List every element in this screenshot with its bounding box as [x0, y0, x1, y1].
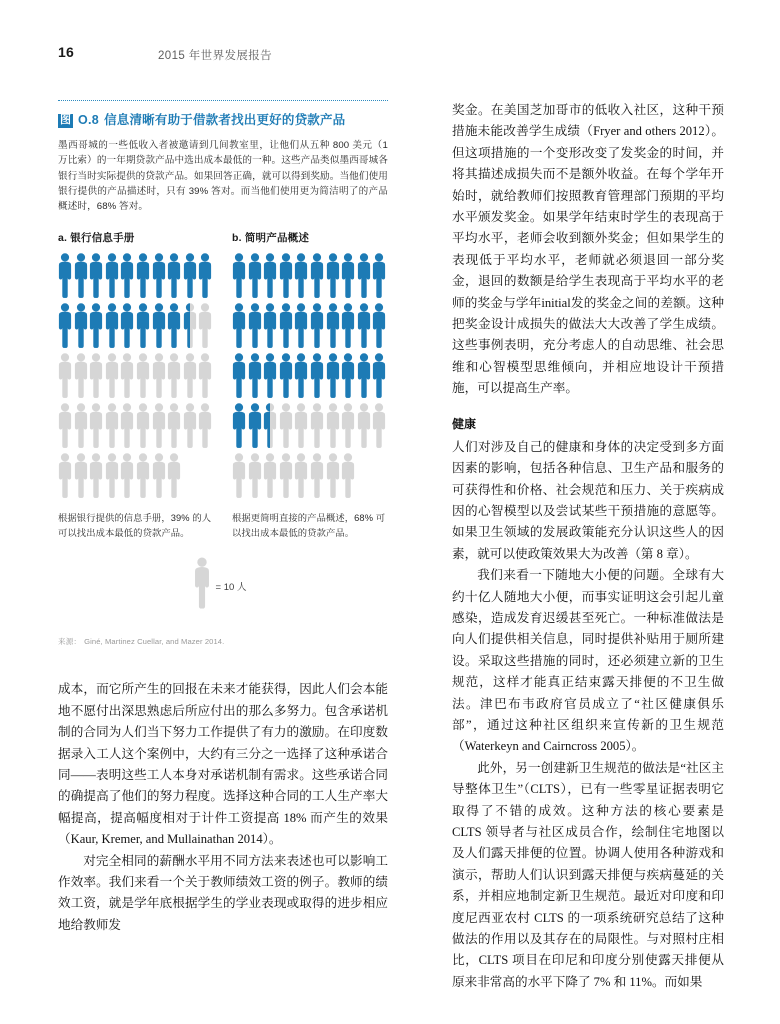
person-icon	[198, 302, 214, 352]
person-icon	[74, 252, 90, 302]
person-icon	[152, 302, 168, 352]
person-icon	[183, 252, 199, 302]
person-icon	[198, 252, 214, 302]
person-icon	[89, 252, 105, 302]
person-icon	[120, 352, 136, 402]
person-icon	[167, 352, 183, 402]
person-icon	[105, 252, 121, 302]
person-icon	[310, 352, 326, 402]
person-icon	[232, 402, 248, 452]
paragraph: 成本，而它所产生的回报在未来才能获得，因此人们会本能地不愿付出深思熟虑后所应付出的那么多努力。包含承诺机制的合同为人们当下努力工作提供了有力的激励。在印度数据录入工人这个案例中，大约有三分之一选择了这种承诺合同——表明这些工人本身对承诺机制有需求。这些承诺合同的确提高了他们的努力程度。选择这种合同的工人生产率大幅提高，提高幅度相对于计件工资提高 18% 而产生的效果（Kaur, Kremer, and Mullainathan 2014）。	[58, 682, 388, 847]
person-icon	[372, 352, 388, 402]
person-icon	[89, 452, 105, 502]
person-icon	[279, 402, 295, 452]
person-icon	[89, 302, 105, 352]
panel-a-title	[58, 230, 214, 245]
figure-panels	[58, 230, 388, 540]
person-icon	[326, 302, 342, 352]
person-icon	[198, 352, 214, 402]
source-text: Giné, Martinez Cuellar, and Mazer 2014.	[84, 637, 225, 647]
person-icon	[152, 452, 168, 502]
person-icon	[326, 452, 342, 502]
person-icon	[58, 452, 74, 502]
person-icon	[58, 302, 74, 352]
person-icon	[194, 556, 210, 616]
person-icon	[294, 452, 310, 502]
person-icon	[248, 452, 264, 502]
person-icon	[310, 452, 326, 502]
person-icon	[326, 352, 342, 402]
person-icon	[248, 352, 264, 402]
person-icon	[105, 352, 121, 402]
right-body-text	[452, 100, 724, 993]
person-icon	[263, 452, 279, 502]
person-icon	[136, 452, 152, 502]
person-icon	[89, 402, 105, 452]
person-icon	[279, 252, 295, 302]
person-icon	[120, 452, 136, 502]
paragraph: 此外，另一创建新卫生规范的做法是“社区主导整体卫生”（CLTS），已有一些零星证据表明它取得了不错的成效。这种方法的核心要素是 CLTS 领导者与社区成员合作，绘制住宅地图以及人们露天排便的位置。协调人使用各种游戏和演示，帮助人们认识到露天排便与疾病蔓延的关系，并相应地制定新卫生规范。最近对印度和印度尼西亚农村 CLTS 的一项系统研究总结了这种做法的作用以及其存在的局限性。与对照村庄相比，CLTS 项目在印尼和印度分别使露天排便从原来非常高的水平下降了 7% 和 11%。而如果	[452, 760, 724, 989]
person-icon	[310, 402, 326, 452]
figure-legend	[52, 556, 388, 616]
person-icon	[136, 402, 152, 452]
person-icon	[105, 402, 121, 452]
panel-b-title	[232, 230, 388, 245]
person-icon	[198, 402, 214, 452]
person-icon	[294, 302, 310, 352]
person-icon	[167, 302, 183, 352]
right-column	[452, 100, 724, 993]
person-icon	[136, 352, 152, 402]
person-icon	[263, 302, 279, 352]
person-icon	[152, 402, 168, 452]
person-icon	[248, 252, 264, 302]
person-icon	[357, 252, 373, 302]
person-icon	[326, 402, 342, 452]
paragraph: 我们来看一下随地大小便的问题。全球有大约十亿人随地大小便，而事实证明这会引起儿童感染，造成发育迟缓甚至死亡。一种标准做法是向人们提供相关信息，同时提供补贴用于厕所建设。采取这些措施的同时，还必须建立新的卫生规范，这样才能真正结束露天排便的不卫生做法。津巴布韦政府官员成立了“社区健康俱乐部”，通过这种社区组织来宣传新的卫生规范（Waterkeyn and Cairncross 2005）。	[452, 568, 724, 754]
paragraph: 对完全相同的薪酬水平用不同方法来表述也可以影响工作效率。我们来看一个关于教师绩效工资的例子。教师的绩效工资，就是学年底根据学生的学业表现或取得的进步相应地给教师发	[58, 853, 388, 932]
person-icon	[263, 402, 279, 452]
person-icon	[183, 402, 199, 452]
person-icon	[74, 452, 90, 502]
person-icon	[167, 452, 183, 502]
person-icon	[341, 252, 357, 302]
person-icon	[136, 252, 152, 302]
person-icon	[74, 402, 90, 452]
person-icon	[232, 352, 248, 402]
page-number: 16	[58, 44, 74, 60]
paragraph: 奖金。在美国芝加哥市的低收入社区，这种干预措施未能改善学生成绩（Fryer and others 2012）。但这项措施的一个变形改变了发奖金的时间，并将其描述成损失而不是额外收益。在每个学年开始时，就给教师们按照教育管理部门预期的平均水平颁发奖金。如果学年结束时学生的表现高于平均水平，老师会收到额外奖金；但如果学生的表现低于平均水平，老师就必须退回一部分奖金，退回的数额是给学生表现高于平均水平的老师的奖金与学年initial发的奖金之间的差额。这种把奖金设计成损失的做法大大改善了学生成绩。这些事例表明，充分考虑人的自动思维、社会思维和心智模型思维倾向，并相应地设计干预措施，可以提高生产率。	[452, 103, 724, 396]
left-column	[58, 100, 388, 936]
person-icon	[341, 352, 357, 402]
person-icon	[279, 302, 295, 352]
person-icon	[357, 352, 373, 402]
person-icon	[167, 252, 183, 302]
figure-source	[58, 636, 388, 647]
figure-top-rule	[58, 100, 388, 101]
person-icon	[183, 352, 199, 402]
panel-a-letter: a.	[58, 232, 68, 245]
panel-b-label: 简明产品概述	[244, 232, 310, 245]
person-icon	[232, 302, 248, 352]
person-icon	[279, 352, 295, 402]
page-header	[0, 44, 780, 66]
person-icon	[310, 302, 326, 352]
panel-b	[232, 230, 388, 540]
person-icon	[105, 452, 121, 502]
person-icon	[310, 252, 326, 302]
person-icon	[294, 402, 310, 452]
person-icon	[294, 352, 310, 402]
running-head: 2015 年世界发展报告	[158, 50, 273, 62]
legend-label: = 10 人	[215, 582, 247, 594]
person-icon	[58, 402, 74, 452]
person-icon	[357, 402, 373, 452]
person-icon	[152, 252, 168, 302]
person-icon	[294, 252, 310, 302]
section-heading: 健康	[452, 416, 477, 431]
paragraph: 人们对涉及自己的健康和身体的决定受到多方面因素的影响，包括各种信息、卫生产品和服务的可获得性和价格、社会规范和压力、关于疾病成因的心智模型以及尝试某些干预措施的意愿等。如果卫生领域的发展政策能充分认识这些人的因素，就可以使政策效果大为改善（第 8 章）。	[452, 439, 724, 561]
person-icon	[357, 302, 373, 352]
person-icon	[341, 402, 357, 452]
person-icon	[372, 302, 388, 352]
person-icon	[248, 402, 264, 452]
figure-title	[58, 110, 388, 129]
pictogram-a	[58, 252, 214, 502]
person-icon	[167, 402, 183, 452]
person-icon	[58, 252, 74, 302]
left-body-text	[58, 679, 388, 936]
person-icon	[248, 302, 264, 352]
panel-a-label: 银行信息手册	[70, 232, 135, 245]
panel-b-letter: b.	[232, 232, 242, 245]
person-icon	[279, 452, 295, 502]
person-icon	[74, 352, 90, 402]
person-icon	[74, 302, 90, 352]
figure-number: O.8	[78, 113, 100, 127]
person-icon	[263, 352, 279, 402]
person-icon	[341, 452, 357, 502]
person-icon	[372, 402, 388, 452]
person-icon	[105, 302, 121, 352]
person-icon	[136, 302, 152, 352]
panel-b-caption: 根据更简明直接的产品概述，68% 可以找出成本最低的贷款产品。	[232, 513, 386, 538]
person-icon	[232, 252, 248, 302]
person-icon	[89, 352, 105, 402]
person-icon	[152, 352, 168, 402]
person-icon	[120, 252, 136, 302]
person-icon	[120, 402, 136, 452]
panel-a	[58, 230, 214, 540]
figure-badge: 图	[60, 114, 71, 126]
person-icon	[120, 302, 136, 352]
person-icon	[326, 252, 342, 302]
figure-description: 墨西哥城的一些低收入者被邀请到几间教室里，让他们从五种 800 美元（1 万比索）的一年期贷款产品中选出成本最低的一种。这些产品类似墨西哥城各银行当时实际提供的贷款产品。如果回答正确，就可以得到奖励。当他们使用银行提供的产品描述时，只有 39% 答对。而当他们使用更为简洁明了的产品概述时，68% 答对。	[58, 140, 388, 213]
source-label: 来源：	[58, 637, 82, 647]
person-icon	[372, 252, 388, 302]
person-icon	[341, 302, 357, 352]
figure-heading: 信息清晰有助于借款者找出更好的贷款产品	[104, 113, 346, 127]
person-icon	[232, 452, 248, 502]
panel-a-caption: 根据银行提供的信息手册，39% 的人可以找出成本最低的贷款产品。	[58, 513, 212, 538]
person-icon	[263, 252, 279, 302]
pictogram-b	[232, 252, 388, 502]
person-icon	[58, 352, 74, 402]
person-icon	[183, 302, 199, 352]
